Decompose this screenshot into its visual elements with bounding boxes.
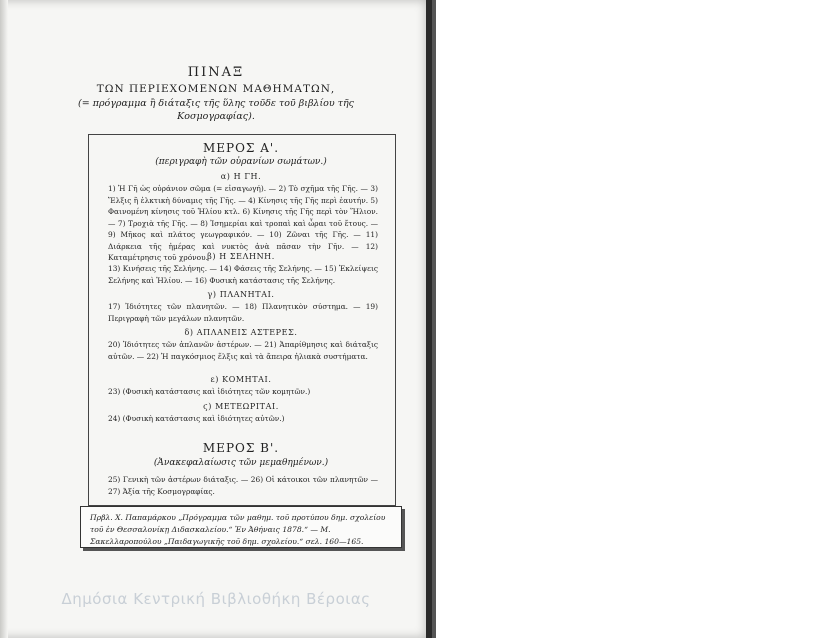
page-description-line1: (= πρόγραμμα ἢ διάταξις τῆς ὕλης τοῦδε τοῦ βιβλίου τῆς: [78, 98, 354, 109]
part-b-subtitle: (Ἀνακεφαλαίωσις τῶν μεμαθημένων.): [153, 458, 329, 468]
part-b-title: ΜΕΡΟΣ Β'.: [202, 441, 280, 455]
page-description-line2: Κοσμογραφίας).: [177, 111, 255, 122]
part-a-subtitle: (περιγραφὴ τῶν οὐρανίων σωμάτων.): [155, 157, 327, 167]
page-title: ΠΙΝΑΞ: [187, 65, 245, 80]
page-gutter-shadow: [432, 0, 436, 638]
page-left-edge: [0, 0, 8, 638]
section-heading-planets: γ) ΠΛΑΝΗΤΑΙ.: [207, 290, 275, 299]
library-watermark: Δημόσια Κεντρική Βιβλιοθήκη Βέροιας: [61, 590, 371, 608]
page-subtitle: ΤΩΝ ΠΕΡΙΕΧΟΜΕΝΩΝ ΜΑΘΗΜΑΤΩΝ,: [96, 83, 336, 95]
section-heading-moon: β) Η ΣΕΛΗΝΗ.: [207, 252, 275, 261]
section-text-planets: 17) Ἰδιότητες τῶν πλανητῶν. — 18) Πλανητικὸν σύστημα. — 19) Περιγραφὴ τῶν μεγάλων πλανητῶν.: [108, 302, 378, 323]
part-a-title: ΜΕΡΟΣ Α'.: [202, 141, 280, 155]
section-heading-meteorites: ϛ) ΜΕΤΕΩΡΙΤΑΙ.: [203, 402, 279, 411]
section-text-comets: 23) (Φυσικὴ κατάστασις καὶ ἰδιότητες τῶν κομητῶν.): [108, 387, 311, 396]
reference-note-text: Πρβλ. Χ. Παπαμάρκου „Πρόγραμμα τῶν μαθημ. τοῦ προτύπου δημ. σχολείου τοῦ ἐν Θεσσαλονίκῃ Διδασκαλείου.“ Ἐν Ἀθήναις 1878.“ — Μ. Σακελλαροπούλου „Παιδαγωγικῆς τοῦ δημ. σχολείου.“ σελ. 160—165.: [90, 513, 386, 546]
section-text-earth: 1) Ἡ Γῆ ὡς οὐράνιον σῶμα (= εἰσαγωγή). — 2) Τὸ σχῆμα τῆς Γῆς. — 3) Ἕλξις ἢ ἑλκτικὴ δύναμις τῆς Γῆς. — 4) Κίνησις τῆς Γῆς περὶ ἑαυτήν. 5) Φαινομένη κίνησις τοῦ Ἡλίου κτλ. 6) Κίνησις τῆς Γῆς περὶ τὸν Ἥλιον. — 7) Τροχιὰ τῆς Γῆς. — 8) Ἰσημερίαι καὶ τροπαὶ καὶ ὧραι τοῦ ἔτους. — 9) Μῆκος καὶ πλάτος γεωγραφικόν. — 10) Ζῶναι τῆς Γῆς. — 11) Διάρκεια τῆς ἡμέρας καὶ νυκτὸς ἀνὰ πᾶσαν τὴν Γῆν. — 12) Καταμέτρησις τοῦ χρόνου.: [108, 184, 378, 262]
section-text-moon: 13) Κινήσεις τῆς Σελήνης. — 14) Φάσεις τῆς Σελήνης. — 15) Ἐκλείψεις Σελήνης καὶ Ἡλίου. — 16) Φυσικὴ κατάστασις τῆς Σελήνης.: [108, 264, 378, 285]
section-heading-earth: α) Η ΓΗ.: [220, 172, 262, 181]
section-heading-fixed-stars: δ) ΑΠΛΑΝΕΙΣ ΑΣΤΕΡΕΣ.: [184, 328, 298, 337]
section-text-fixed-stars: 20) Ἰδιότητες τῶν ἀπλανῶν ἀστέρων. — 21) Ἀπαρίθμησις καὶ διάταξις αὐτῶν. — 22) Ἡ παγκόσμιος ἕλξις καὶ τὰ ἄπειρα ἡλιακὰ συστήματα.: [108, 340, 378, 361]
section-text-meteorites: 24) (Φυσικὴ κατάστασις καὶ ἰδιότητες αὐτῶν.): [108, 414, 285, 423]
part-b-text: 25) Γενικὴ τῶν ἀστέρων διάταξις. — 26) Οἱ κάτοικοι τῶν πλανητῶν — 27) Ἀξία τῆς Κοσμογραφίας.: [108, 475, 378, 496]
section-heading-comets: ε) ΚΟΜΗΤΑΙ.: [210, 375, 272, 384]
